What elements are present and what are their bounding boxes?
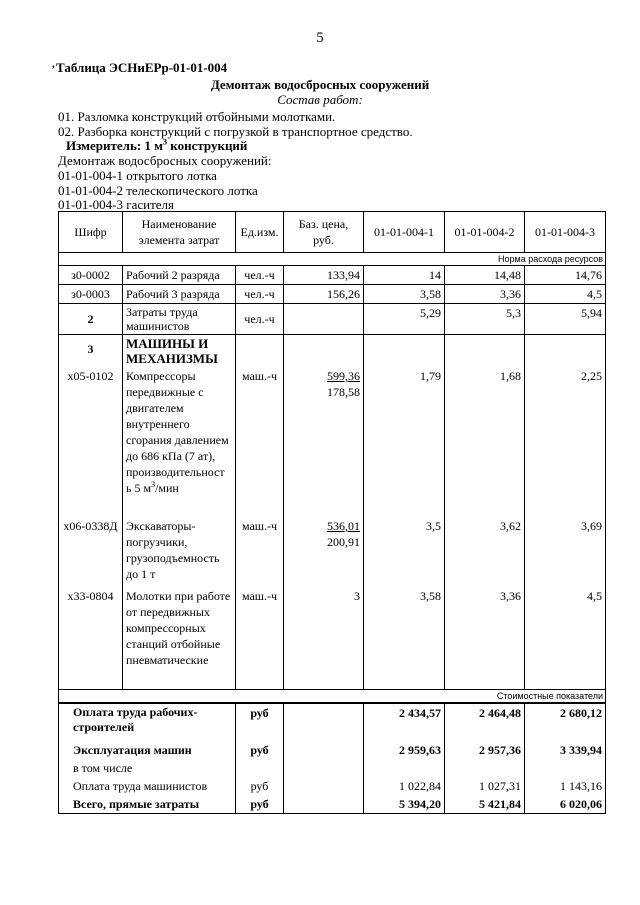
cell-value: 1,68 bbox=[445, 367, 525, 517]
cell-value: 1,79 bbox=[364, 367, 445, 517]
summary-value: 3 339,94 bbox=[525, 736, 606, 759]
cell-value: 5,3 bbox=[445, 304, 525, 335]
resource-table bbox=[58, 211, 606, 814]
cell-code: х06-0338Д bbox=[59, 517, 123, 587]
cell-unit: маш.-ч bbox=[236, 367, 284, 517]
summary-row bbox=[59, 777, 606, 795]
cell-value: 14,76 bbox=[525, 266, 606, 285]
summary-row bbox=[59, 736, 606, 759]
variant-1: 01-01-004-1 открытого лотка bbox=[58, 168, 217, 183]
summary-label: Всего, прямые затраты bbox=[59, 795, 236, 814]
table-title-text: Таблица ЭСНиЕРр-01-01-004 bbox=[56, 60, 228, 75]
cell-value: 3,36 bbox=[445, 285, 525, 304]
cell-value: 3,36 bbox=[445, 587, 525, 690]
work-composition-heading: Состав работ: bbox=[277, 92, 363, 107]
cell-code: х33-0804 bbox=[59, 587, 123, 690]
header-name: Наименование элемента затрат bbox=[123, 212, 236, 253]
cell-price: 133,94 bbox=[284, 266, 364, 285]
cell-price: 156,26 bbox=[284, 285, 364, 304]
cell-code: з0-0002 bbox=[59, 266, 123, 285]
summary-value: 5 394,20 bbox=[364, 795, 445, 814]
cell-price: 599,36 178,58 bbox=[284, 367, 364, 517]
summary-value: 6 020,06 bbox=[525, 795, 606, 814]
cell-unit: чел.-ч bbox=[236, 285, 284, 304]
summary-unit: руб bbox=[236, 795, 284, 814]
measure-unit: Измеритель: 1 $м^3$ конструкций bbox=[66, 137, 248, 153]
cost-note: Стоимостные показатели bbox=[59, 690, 606, 704]
header-price: Баз. цена, руб. bbox=[284, 212, 364, 253]
cell-value: 5,94 bbox=[525, 304, 606, 335]
cell-code: х05-0102 bbox=[59, 367, 123, 517]
work-item-2: 02. Разборка конструкций с погрузкой в транспортное средство. bbox=[58, 124, 413, 139]
cell-name: Молотки при работе от передвижных компрессорных станций отбойные пневматические bbox=[123, 587, 236, 690]
summary-unit: руб bbox=[236, 777, 284, 795]
header-col-1: 01-01-004-1 bbox=[364, 212, 445, 253]
summary-value: 2 959,63 bbox=[364, 736, 445, 759]
cell-value: 3,62 bbox=[445, 517, 525, 587]
summary-value: 1 143,16 bbox=[525, 777, 606, 795]
table-row-section bbox=[59, 335, 606, 368]
summary-value: 2 464,48 bbox=[445, 703, 525, 736]
summary-row-total bbox=[59, 795, 606, 814]
section-title: МАШИНЫ И МЕХАНИЗМЫ bbox=[123, 335, 236, 368]
header-unit: Ед.изм. bbox=[236, 212, 284, 253]
cell-name: Компрессоры передвижные с двигателем внутреннего сгорания давлением до 686 кПа (7 ат), производительност ь 5 $м^3$/мин bbox=[123, 367, 236, 517]
cell-value: 3,5 bbox=[364, 517, 445, 587]
cell-price: 536,01 200,91 bbox=[284, 517, 364, 587]
summary-value: 2 434,57 bbox=[364, 703, 445, 736]
cell-price: 3 bbox=[284, 587, 364, 690]
cell-value: 14,48 bbox=[445, 266, 525, 285]
cell-value: 3,69 bbox=[525, 517, 606, 587]
table-row bbox=[59, 517, 606, 587]
cell-value: 14 bbox=[364, 266, 445, 285]
cell-name: Рабочий 2 разряда bbox=[123, 266, 236, 285]
cell-unit: чел.-ч bbox=[236, 266, 284, 285]
header-col-2: 01-01-004-2 bbox=[445, 212, 525, 253]
cell-name: Рабочий 3 разряда bbox=[123, 285, 236, 304]
variant-2: 01-01-004-2 телескопического лотка bbox=[58, 183, 258, 198]
cost-note-row bbox=[59, 690, 606, 704]
table-row bbox=[59, 367, 606, 517]
summary-value: 1 022,84 bbox=[364, 777, 445, 795]
table-row bbox=[59, 266, 606, 285]
table-row bbox=[59, 285, 606, 304]
summary-value: 2 957,36 bbox=[445, 736, 525, 759]
table-row bbox=[59, 304, 606, 335]
cell-name: Затраты труда машинистов bbox=[123, 304, 236, 335]
cell-price bbox=[284, 304, 364, 335]
table-title bbox=[52, 58, 228, 76]
cell-value: 4,5 bbox=[525, 587, 606, 690]
cell-code: 3 bbox=[59, 335, 123, 368]
cell-unit: маш.-ч bbox=[236, 517, 284, 587]
table-row bbox=[59, 587, 606, 690]
cell-name: Экскаваторы-погрузчики, грузоподъемность до 1 т bbox=[123, 517, 236, 587]
norm-note: Норма расхода ресурсов bbox=[59, 253, 606, 266]
summary-unit: руб bbox=[236, 703, 284, 736]
page-number: 5 bbox=[316, 30, 324, 46]
summary-label: Оплата труда рабочих-строителей bbox=[59, 703, 236, 736]
summary-label: Эксплуатация машин bbox=[59, 736, 236, 759]
title-mark: , bbox=[52, 58, 55, 70]
cell-code: з0-0003 bbox=[59, 285, 123, 304]
cell-value: 3,58 bbox=[364, 587, 445, 690]
summary-label: в том числе bbox=[59, 759, 236, 777]
variant-3: 01-01-004-3 гасителя bbox=[58, 197, 174, 212]
cell-value: 2,25 bbox=[525, 367, 606, 517]
cell-value: 5,29 bbox=[364, 304, 445, 335]
summary-value: 2 680,12 bbox=[525, 703, 606, 736]
document-heading: Демонтаж водосбросных сооружений bbox=[210, 77, 430, 92]
header-code: Шифр bbox=[59, 212, 123, 253]
table-header-row bbox=[59, 212, 606, 253]
summary-unit: руб bbox=[236, 736, 284, 759]
cell-unit: чел.-ч bbox=[236, 304, 284, 335]
cell-code: 2 bbox=[59, 304, 123, 335]
summary-value: 1 027,31 bbox=[445, 777, 525, 795]
summary-row bbox=[59, 759, 606, 777]
header-col-3: 01-01-004-3 bbox=[525, 212, 606, 253]
norm-note-row bbox=[59, 253, 606, 266]
work-item-1: 01. Разломка конструкций отбойными молотками. bbox=[58, 109, 336, 124]
summary-value: 5 421,84 bbox=[445, 795, 525, 814]
cell-value: 3,58 bbox=[364, 285, 445, 304]
summary-label: Оплата труда машинистов bbox=[59, 777, 236, 795]
cell-unit: маш.-ч bbox=[236, 587, 284, 690]
cell-value: 4,5 bbox=[525, 285, 606, 304]
summary-row bbox=[59, 703, 606, 736]
variants-title: Демонтаж водосбросных сооружений: bbox=[58, 153, 272, 168]
